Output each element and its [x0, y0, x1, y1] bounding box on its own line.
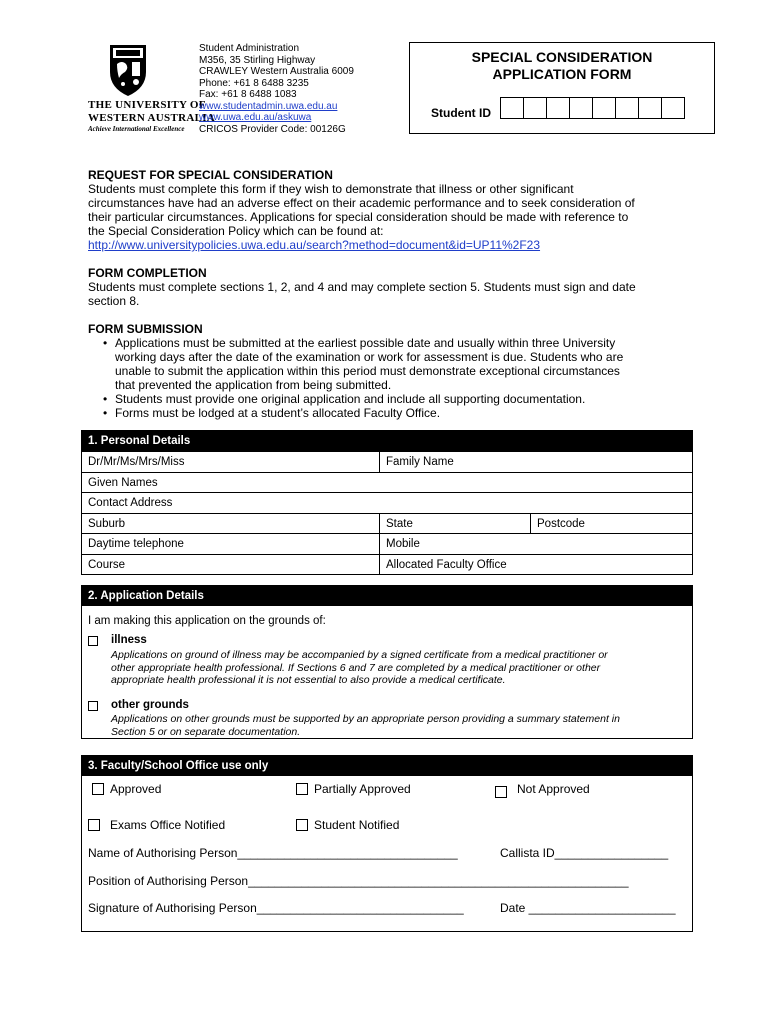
table-row [82, 554, 692, 575]
university-motto: Achieve International Excellence [88, 125, 185, 133]
request-text-line: the Special Consideration Policy which can be found at: [88, 224, 384, 238]
illness-note: Applications on ground of illness may be accompanied by a signed certificate from a medical practitioner or other appropriate health professional. If Sections 6 and 7 are completed by a medical practitioner or other appropriate health professional it is not essential to also provide a medical certificate. [111, 649, 608, 686]
address-line: M356, 35 Stirling Highway [199, 54, 316, 66]
table-row [82, 533, 692, 554]
student-notified-label: Student Notified [314, 818, 400, 832]
table-row [82, 513, 692, 534]
submission-bullet [103, 336, 693, 392]
university-name-line2: WESTERN AUSTRALIA [88, 112, 216, 124]
section-application-details [81, 585, 693, 739]
exams-office-notified-label: Exams Office Notified [110, 818, 226, 832]
approved-checkbox[interactable] [92, 783, 104, 795]
postcode-field[interactable]: Postcode [530, 514, 692, 534]
table-row [82, 492, 692, 513]
authorising-signature-field[interactable]: Signature of Authorising Person_______________________________ [88, 901, 464, 915]
student-id-digit-box[interactable] [615, 97, 639, 119]
contact-address-field[interactable]: Contact Address [88, 497, 173, 509]
authorising-position-field[interactable]: Position of Authorising Person_________________________________________________________ [88, 874, 629, 888]
completion-text-line: Students must complete sections 1, 2, and 4 and may complete section 5. Students must sign and date [88, 280, 636, 294]
grounds-intro: I am making this application on the grounds of: [88, 615, 326, 627]
suburb-field[interactable]: Suburb [88, 517, 126, 530]
section-header: 1. Personal Details [82, 431, 692, 451]
student-notified-checkbox[interactable] [296, 819, 308, 831]
student-id-digit-box[interactable] [500, 97, 524, 119]
student-id-digit-box[interactable] [661, 97, 685, 119]
phone-line: Phone: +61 8 6488 3235 [199, 77, 309, 89]
course-field[interactable]: Course [88, 558, 126, 571]
date-field[interactable]: Date ______________________ [500, 901, 676, 915]
student-id-digit-box[interactable] [546, 97, 570, 119]
address-line: Student Administration [199, 43, 300, 54]
family-name-field[interactable]: Family Name [379, 452, 692, 472]
form-title-line1: SPECIAL CONSIDERATION [471, 49, 653, 65]
section-personal-details [81, 430, 693, 575]
form-title [410, 49, 714, 83]
submission-list [103, 336, 693, 420]
approved-label: Approved [110, 782, 162, 796]
studentadmin-link[interactable]: www.studentadmin.uwa.edu.au [199, 100, 338, 112]
partially-approved-label: Partially Approved [314, 782, 411, 796]
student-id-boxes[interactable] [500, 97, 684, 119]
submission-bullet [103, 406, 693, 420]
askuwa-link[interactable]: www.uwa.edu.au/askuwa [199, 112, 312, 123]
instructions [88, 168, 693, 420]
bullet-line: • Forms must be lodged at a student’s allocated Faculty Office. [115, 406, 441, 420]
faculty-office-field[interactable]: Allocated Faculty Office [379, 555, 692, 575]
bullet-line: that prevented the application from being submitted. [115, 378, 392, 392]
illness-label: illness [111, 634, 147, 646]
not-approved-checkbox[interactable] [495, 786, 507, 798]
bullet-line: working days after the date of the examination or work for assessment is due. Students who are [115, 350, 624, 364]
submission-heading: FORM SUBMISSION [88, 322, 203, 336]
request-text-line: their particular circumstances. Applications for special consideration should be made with reference to [88, 210, 629, 224]
table-row [82, 472, 692, 493]
student-id-digit-box[interactable] [638, 97, 662, 119]
callista-id-field[interactable]: Callista ID_________________ [500, 846, 669, 860]
other-grounds-note: Applications on other grounds must be supported by an appropriate person providing a summary statement in Section 5 or on separate documentation. [111, 713, 620, 738]
authorising-name-field[interactable]: Name of Authorising Person_________________________________ [88, 846, 458, 860]
daytime-telephone-field[interactable]: Daytime telephone [88, 538, 184, 550]
illness-checkbox[interactable] [88, 636, 98, 646]
not-approved-label: Not Approved [517, 782, 590, 796]
university-crest-icon [106, 42, 150, 98]
exams-office-notified-checkbox[interactable] [88, 819, 100, 831]
section-header: 2. Application Details [82, 586, 692, 606]
submission-bullet [103, 392, 693, 406]
university-logo [88, 42, 216, 133]
partially-approved-checkbox[interactable] [296, 783, 308, 795]
request-text-line: circumstances have had an adverse effect on their academic performance and to seek consideration of [88, 196, 635, 210]
request-text-line: Students must complete this form if they wish to demonstrate that illness or other significant [88, 182, 574, 196]
other-grounds-checkbox[interactable] [88, 701, 98, 711]
state-field[interactable]: State [379, 514, 530, 534]
student-id-digit-box[interactable] [592, 97, 616, 119]
bullet-line: • Applications must be submitted at the earliest possible date and usually within three University [115, 336, 616, 350]
given-names-field[interactable]: Given Names [88, 476, 158, 489]
section-office-use [81, 755, 693, 932]
title-field[interactable]: Dr/Mr/Ms/Mrs/Miss [88, 456, 185, 468]
table-row [82, 451, 692, 472]
completion-text-line: section 8. [88, 294, 140, 308]
mobile-field[interactable]: Mobile [379, 534, 692, 554]
address-block [199, 43, 354, 135]
form-title-box [409, 42, 715, 134]
policy-link[interactable]: http://www.universitypolicies.uwa.edu.au/search?method=document&id=UP11%2F23 [88, 238, 541, 252]
form-title-line2: APPLICATION FORM [492, 66, 632, 82]
university-name-line1: THE UNIVERSITY OF [88, 99, 206, 111]
cricos-code: CRICOS Provider Code: 00126G [199, 123, 346, 135]
address-line: CRAWLEY Western Australia 6009 [199, 66, 354, 77]
bullet-line: unable to submit the application within this period must demonstrate exceptional circumstances [115, 364, 620, 378]
other-grounds-label: other grounds [111, 699, 189, 711]
completion-heading: FORM COMPLETION [88, 266, 207, 280]
student-id-digit-box[interactable] [523, 97, 547, 119]
fax-line: Fax: +61 8 6488 1083 [199, 89, 297, 100]
student-id-digit-box[interactable] [569, 97, 593, 119]
student-id-label: Student ID [431, 106, 491, 120]
section-header: 3. Faculty/School Office use only [82, 756, 692, 776]
request-heading: REQUEST FOR SPECIAL CONSIDERATION [88, 168, 333, 182]
bullet-line: • Students must provide one original application and include all supporting documentation. [115, 392, 586, 406]
